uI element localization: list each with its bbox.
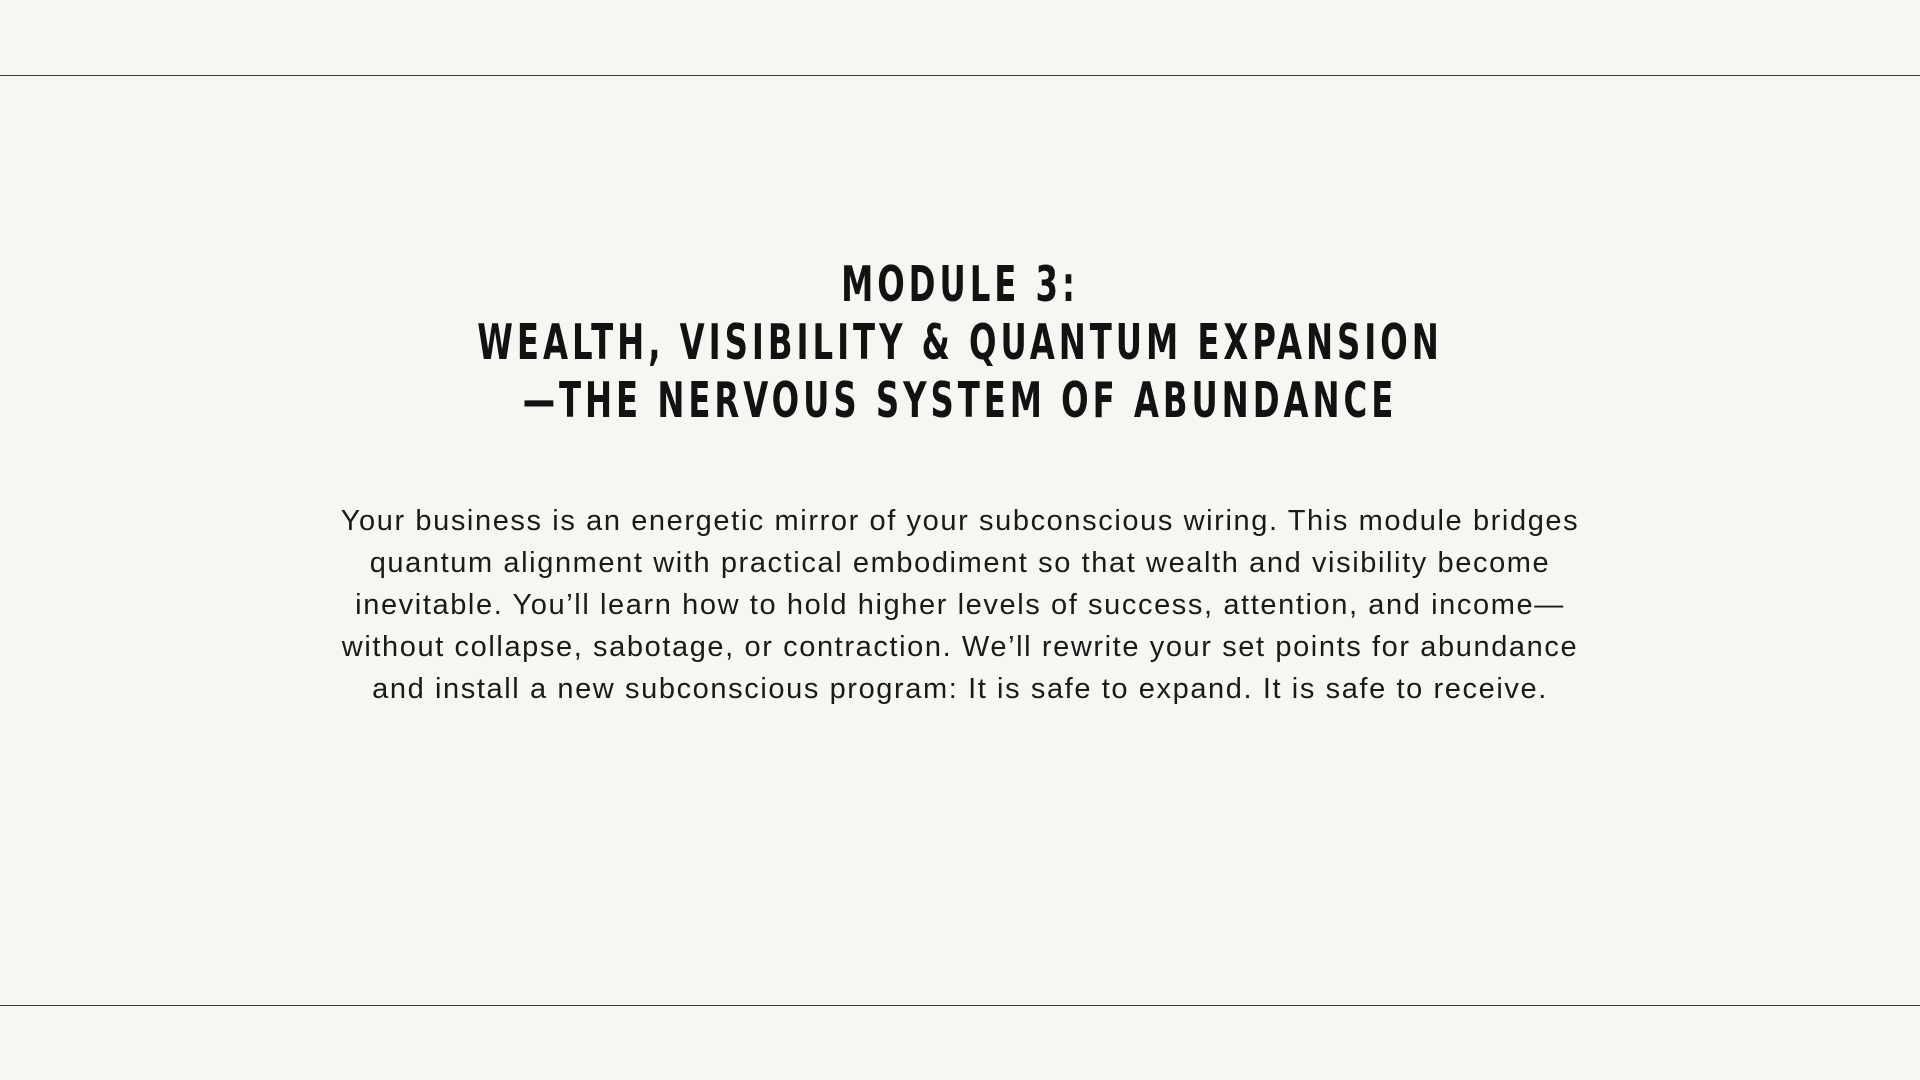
description-line-4: without collapse, sabotage, or contraction. We’ll rewrite your set points for abundance (341, 631, 1579, 663)
module-title-line-2: WEALTH, VISIBILITY & QUANTUM EXPANSION (477, 314, 1443, 371)
description-line-3: inevitable. You’ll learn how to hold higher levels of success, attention, and income— (355, 589, 1565, 621)
description-line-5: and install a new subconscious program: It is safe to expand. It is safe to receive. (372, 673, 1548, 705)
module-description (260, 500, 1660, 710)
description-line-1: Your business is an energetic mirror of your subconscious wiring. This module bridges (340, 505, 1580, 537)
top-divider (0, 75, 1920, 76)
module-title-line-3: —THE NERVOUS SYSTEM OF ABUNDANCE (522, 372, 1398, 429)
description-line-2: quantum alignment with practical embodiment so that wealth and visibility become (369, 547, 1551, 579)
bottom-divider (0, 1005, 1920, 1006)
module-title-line-1: MODULE 3: (841, 256, 1079, 313)
slide-content (0, 256, 1920, 710)
module-title (326, 256, 1593, 430)
